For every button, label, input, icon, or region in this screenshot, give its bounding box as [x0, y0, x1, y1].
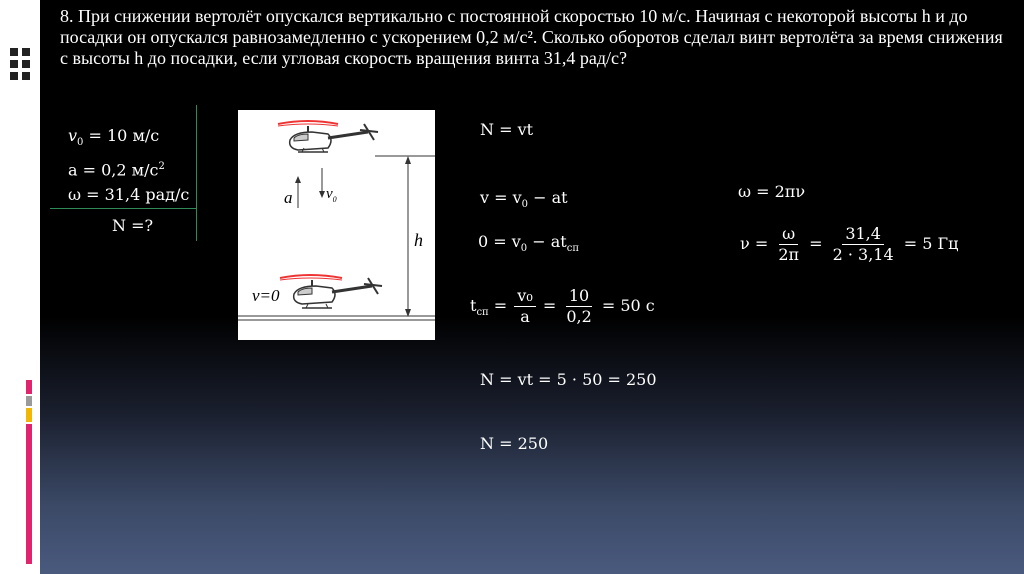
given-divider-horizontal [50, 208, 196, 209]
slide [40, 0, 1024, 574]
given-block [68, 124, 189, 207]
figure-a-label: a [284, 188, 293, 207]
equation-velocity: $v = v_0$ − at [480, 188, 568, 211]
equation-stop: $0 = v_0 - at_{сп}$ [478, 232, 579, 255]
left-decoration [0, 0, 40, 574]
figure-h-label: h [414, 230, 423, 250]
deco-square [10, 60, 18, 68]
problem-statement: 8. При снижении вертолёт опускался вертикально с постоянной скоростью 10 м/с. Начиная с некоторой высоты h и до посадки он опускался равнозамедленно с ускорением 0,2 м/с². Сколько оборотов сделал винт вертолёта за время снижения с высоты h до посадки, если угловая скорость вращения винта 31,4 рад/с? [60, 6, 1003, 68]
figure-v-zero-label: v=0 [252, 286, 280, 305]
equation-n-result: N = 250 [480, 434, 549, 453]
deco-bar-gray [26, 396, 32, 406]
figure-v0-label: $v_0$ [326, 186, 337, 204]
deco-bar-pink-long [26, 424, 32, 564]
given-a: a = 0,2 $м/с^2$ [68, 160, 165, 180]
deco-square [22, 72, 30, 80]
find-unknown: N =? [112, 216, 154, 235]
equation-time: $t_{сп}$ = $\frac{\text{v₀}}{a}$ = $\frac{10}{0,2}$ = 50 с [470, 286, 655, 326]
given-v0: $v_0 = 10$ м/с [68, 126, 160, 149]
helicopter-top-icon [278, 121, 378, 152]
deco-square [10, 72, 18, 80]
equation-n-vt: N = vt [480, 120, 534, 139]
given-divider-vertical [196, 105, 197, 241]
deco-square [22, 60, 30, 68]
equation-n-calc: N = vt = 5 · 50 = 250 [480, 370, 657, 389]
helicopter-bottom-icon [280, 275, 382, 308]
deco-square [10, 48, 18, 56]
deco-bar-pink [26, 380, 32, 394]
equation-omega: ω = 2πν [738, 182, 806, 201]
given-omega: ω = 31,4 рад/с [68, 184, 190, 204]
deco-bar-yellow [26, 408, 32, 422]
helicopter-figure [238, 110, 435, 340]
deco-square [22, 48, 30, 56]
equation-frequency: ν = $\frac{\omega}{2\pi}$ = $\frac{31,4}{2 \cdot 3,14}$ = 5 Гц [740, 224, 959, 264]
